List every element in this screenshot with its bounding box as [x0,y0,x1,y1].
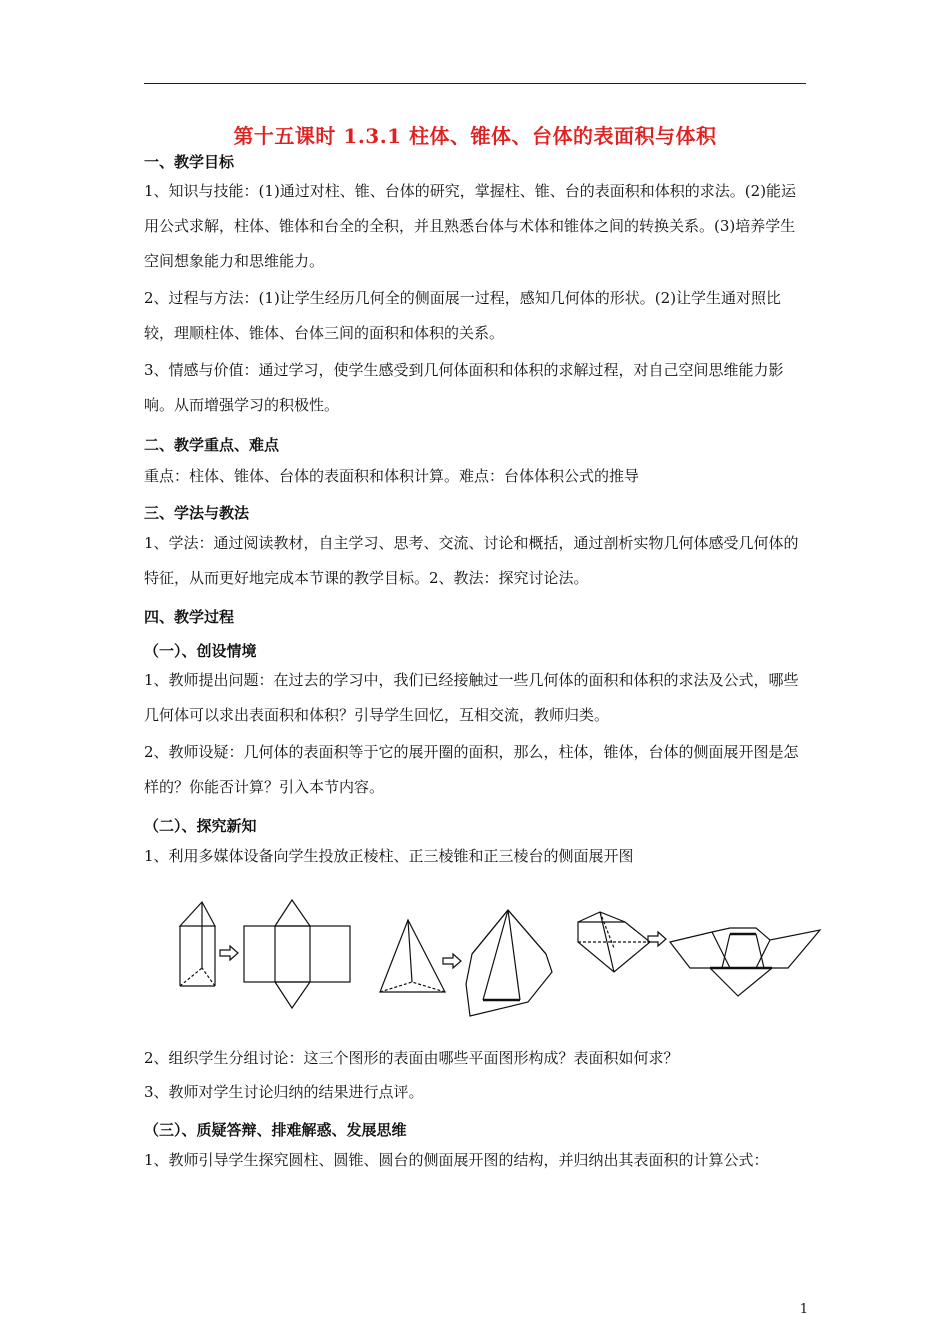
paragraph-group-discussion: 2、组织学生分组讨论：这三个图形的表面由哪些平面图形构成？表面积如何求？ [144,1049,679,1067]
section-heading-key-points: 二、教学重点、难点 [144,436,280,454]
header-rule [144,83,806,84]
triangular-frustum-figure [578,912,650,972]
subsection-heading-qa: （三）、质疑答辩、排难解惑、发展思维 [144,1121,407,1139]
triangular-prism-figure [180,902,215,986]
paragraph-key-points: 重点：柱体、锥体、台体的表面积和体积计算。难点：台体体积公式的推导 [144,467,640,485]
paragraph-process-methods: 2、过程与方法：(1)让学生经历几何全的侧面展一过程，感知几何体的形状。(2)让学生通对照比较，理顺柱体、锥体、台体三间的面积和体积的关系。 [144,289,782,342]
arrow-icon [648,932,666,946]
arrow-icon [443,954,461,968]
paragraph-multimedia: 1、利用多媒体设备向学生投放正棱柱、正三棱锥和正三棱台的侧面展开图 [144,847,634,865]
subsection-heading-explore: （二）、探究新知 [144,817,257,835]
unfolding-figures-svg [170,896,830,1026]
section-heading-methods: 三、学法与教法 [144,504,250,522]
frustum-net-figure [670,928,820,996]
section-heading-process: 四、教学过程 [144,608,235,626]
page-title: 第十五课时 1.3.1 柱体、锥体、台体的表面积与体积 [233,124,717,148]
arrow-icon [220,946,238,960]
paragraph-teacher-doubt: 2、教师设疑：几何体的表面积等于它的展开圈的面积，那么，柱体，锥体，台体的侧面展开图是怎样的？你能否计算？引入本节内容。 [144,743,799,796]
unfolding-figures [170,896,830,1026]
prism-net-figure [244,900,350,1008]
page-number: 1 [799,1302,808,1317]
paragraph-knowledge-skills: 1、知识与技能：(1)通过对柱、锥、台体的研究，掌握柱、锥、台的表面积和体积的求法。(2)能运用公式求解，柱体、锥体和台全的全积，并且熟悉台体与术体和锥体之间的转换关系。(3)培养学生空间想象能力和思维能力。 [144,182,797,270]
section-heading-objectives: 一、教学目标 [144,153,235,171]
paragraph-emotion-values: 3、情感与价值：通过学习，使学生感受到几何体面积和体积的求解过程，对自己空间思维能力影响。从而增强学习的积极性。 [144,361,784,414]
paragraph-teacher-question: 1、教师提出问题：在过去的学习中，我们已经接触过一些几何体的面积和体积的求法及公式，哪些几何体可以求出表面积和体积？引导学生回忆，互相交流，教师归类。 [144,671,799,724]
subsection-heading-scenario: （一）、创设情境 [144,642,257,660]
paragraph-cylinder-cone: 1、教师引导学生探究圆柱、圆锥、圆台的侧面展开图的结构，并归纳出其表面积的计算公式： [144,1151,769,1169]
paragraph-methods: 1、学法：通过阅读教材，自主学习、思考、交流、讨论和概括，通过剖析实物几何体感受几何体的特征，从而更好地完成本节课的教学目标。2、教法：探究讨论法。 [144,534,799,587]
triangular-pyramid-figure [380,920,445,992]
paragraph-teacher-review: 3、教师对学生讨论归纳的结果进行点评。 [144,1083,424,1101]
pyramid-net-figure [466,910,552,1016]
